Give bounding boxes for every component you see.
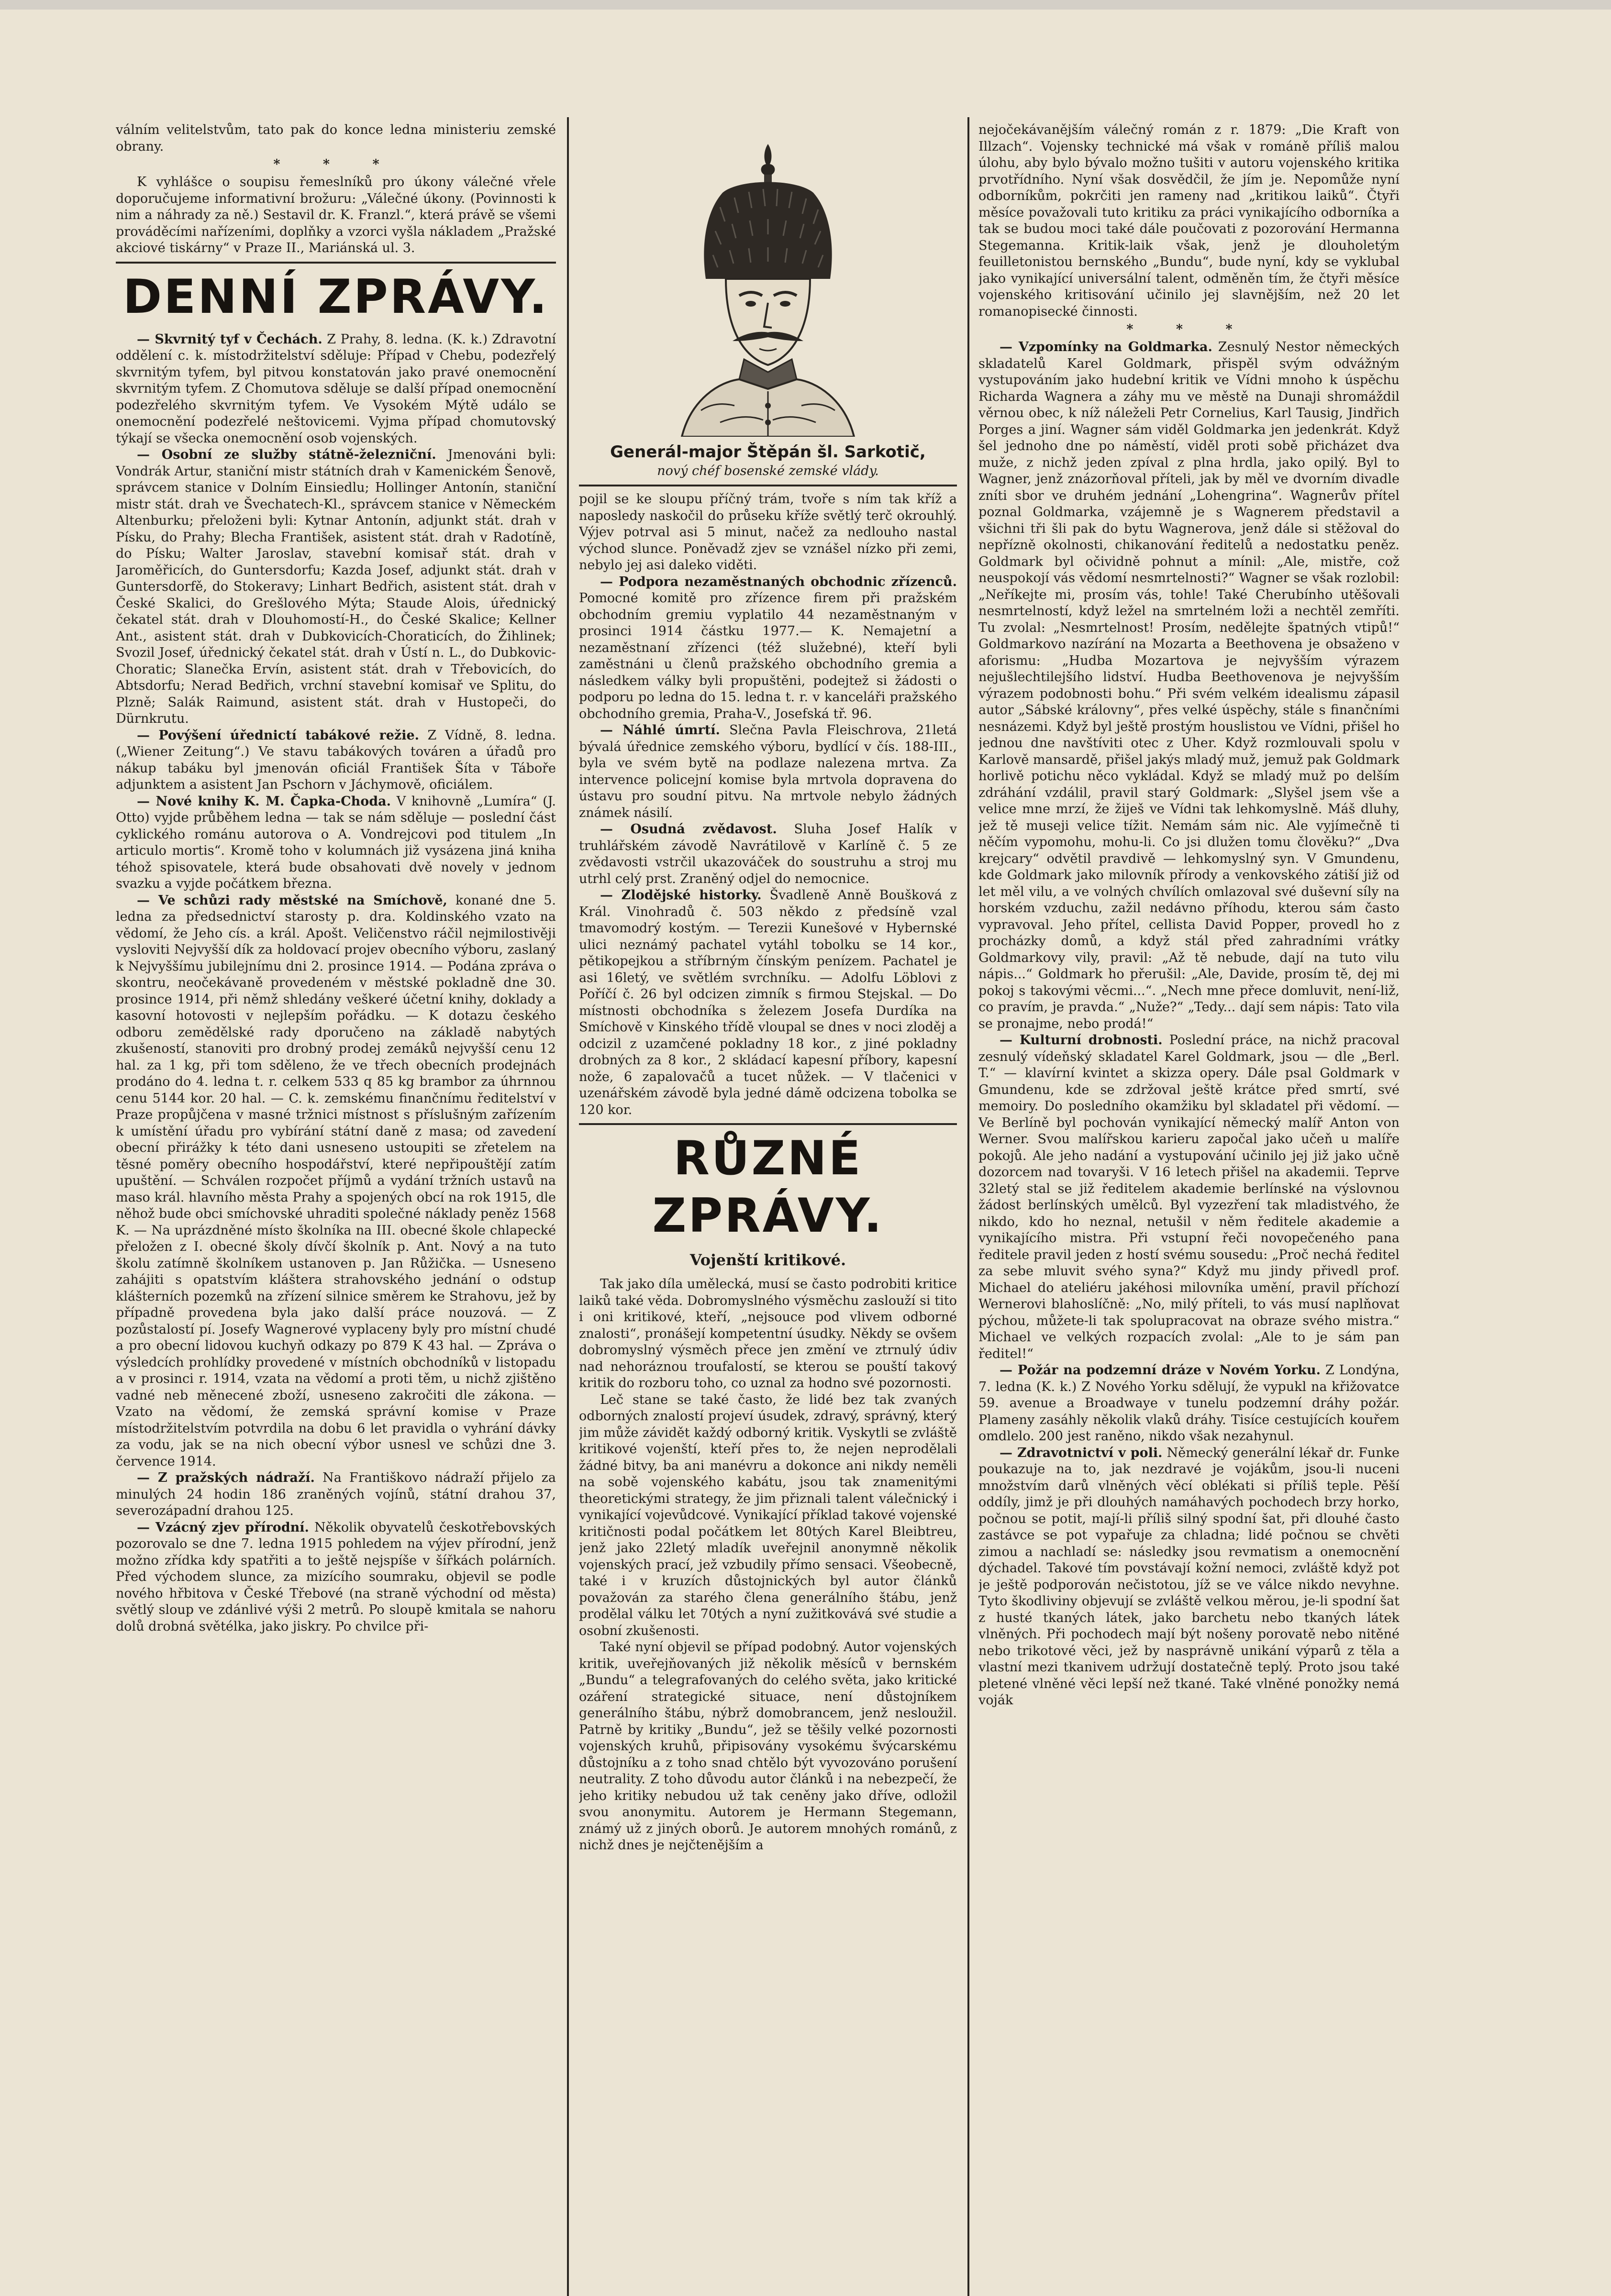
section-rule [579, 485, 957, 486]
article-body: Sluha Josef Halík v truhlářském závodě Navrátilově v Karlíně č. 5 ze zvědavosti vstrčil ukazováček do soustruhu a stroj mu utrhl celý prst. Zraněný odjel do nemocnice. [579, 822, 957, 886]
article-title: — Zlodějské historky. [600, 888, 762, 903]
caption-subtitle: nový chéf bosenské zemské vlády. [657, 464, 879, 478]
article [978, 339, 1400, 1032]
article-title: — Požár na podzemní dráze v Novém Yorku. [1000, 1363, 1321, 1378]
feature-subheading: Vojenští kritikové. [689, 1251, 846, 1269]
article [116, 1520, 556, 1635]
article-title: — Osudná zvědavost. [600, 822, 777, 837]
article-title: — Vzpomínky na Goldmarka. [1000, 340, 1212, 354]
article [116, 794, 556, 893]
article-body: V knihovně „Lumíra“ (J. Otto) vyjde průběhem ledna — tak se nám sděluje — poslední část cyklického románu autorova o A. Vondrejcovi pod titulem „In articulo mortis“. Kromě toho v kolumnách již vysázena jiná kniha téhož spisovatele, která bude obsahovati dvě novely v jednom svazku a vyjde počátkem března. [116, 794, 556, 891]
article [978, 1445, 1400, 1709]
portrait-caption [579, 442, 957, 480]
article-body: Německý generální lékař dr. Funke poukazuje na to, jak nezdravé je vojákům, jsou-li nuceni množstvím darů vlněných věcí oblékati si příliš teple. Pěší oddíly, jimž je při dlouhých namáhavých pochodech brzy horko, počnou se potit, mají-li příliš silný spodní šat, při dlouhé často zastávce se pot vypařuje za chladna; lidé počnou se chvěti zimou a nachladí se: následky jsou revmatism a onemocnění dýchadel. Takové tím povstávají kožní nemoci, zvláště když pot je ještě podporován nečistotou, jíž se ve válce nikdo nevyhne. Tyto škodliviny objevují se zvláště velkou měrou, je-li spodní šat z husté tkaných látek, jako barchetu nebo tkaných látek vlněných. Při pochodech mají být nošeny porovatě nebo nitěné nebo trikotové věci, jež by nasprávně unikání výparů z těla a vlastní mezi tkanivem udržují dostatečně teplý. Proto jsou také pletené vlněné věci lepší než tkané. Také vlněné ponožky nemá voják [978, 1445, 1400, 1708]
article-title: — Zdravotnictví v poli. [1000, 1445, 1163, 1460]
article-body: Jmenováni byli: Vondrák Artur, staniční mistr státních drah v Kamenickém Šenově, správcem stanice v Dolním Einsiedlu; Hollinger Antonín, staniční mistr stát. drah ve Švechatech-Kl., správcem stanice v Německém Altenburku; přeloženi byli: Kytnar Antonín, adjunkt stát. drah v Písku, do Prahy; Blecha František, asistent stát. drah v Radotíně, do Písku; Walter Jaroslav, stavební komisař stát. drah v Jaroměřicích, do Guntersdorfu; Kazda Josef, adjunkt stát. drah v Guntersdorfě, do Stokeravy; Linhart Bedřich, asistent stát. drah v České Skalici, do Grešlového Mýta; Staude Alois, úřednický čekatel stát. drah v Dlouhomostí-H., do České Skalice; Kellner Ant., asistent stát. drah v Dubkovicích-Choraticích, do Žihlinek; Svozil Josef, úřednický čekatel stát. drah v Ústí n. L., do Dubkovic-Choratic; Slanečka Ervín, asistent stát. drah v Třebovicích, do Abtsdorfu; Nerad Bedřich, vrchní stavební komisař ve Splitu, do Plzně; Salák Raimund, asistent stát. drah v Hustopeči, do Dürnkrutu. [116, 447, 556, 726]
column-2 [579, 122, 957, 2284]
article [116, 1470, 556, 1520]
article [116, 447, 556, 728]
article [116, 893, 556, 1470]
continuation-text: pojil se ke sloupu příčný trám, tvoře s ním tak kříž a naposledy naskočil do průseku kříže světlý terč okrouhlý. Výjev potrval asi 5 minut, načež za nedlouho nastal východ slunce. Poněvadž zjev se vznášel nízko při zemi, nebylo jej asi daleko viděti. [579, 492, 957, 573]
article [579, 887, 957, 1118]
article-body: konané dne 5. ledna za předsednictví starosty p. dra. Koldinského vzato na vědomí, že Jeho cís. a král. Apošt. Veličenstvo ráčil nejmilostivěji vysloviti Nejvyšší dík za holdovací projev obecního výboru, zaslaný k Nejvyššímu jubilejnímu dni 2. prosince 1914. — Podána zpráva o skontru, neočekávaně provedeném v městské pokladně dne 30. prosince 1914, při němž shledány veškeré účetní knihy, doklady a kasovní hotovosti v nejlepším pořádku. — K dotazu českého odboru zemědělské rady dporučeno na základě nabytých zkušeností, stanoviti pro drobný prodej zemáků nejvyšší cenu 12 hal. za 1 kg, při tom sděleno, že ve třech obecních prodejnách prodáno do 4. ledna t. r. celkem 533 q 85 kg brambor za úhrnnou cenu 5144 kor. 20 hal. — C. k. zemskému finančnímu ředitelství v Praze propůjčena v masné tržnici místnost s příslušným zařízením k umístění úřadu pro vybírání státní daně z masa; od zavedení obecní přirážky k této dani usneseno ustoupiti se zřetelem na těsné poměry obecního hospodářství, které nepřipouštějí zatím upuštění. — Schválen rozpočet příjmů a vydání tržních ustavů na maso král. hlavního města Prahy a spojených obcí na rok 1915, dle něhož bude obci smíchovské uhraditi společné náklady peněz 1568 K. — Na uprázdněné místo školníka na III. obecné škole chlapecké přeložen z I. obecné školy dívčí školník p. Ant. Nový a na tuto školu zatímně školníkem ustanoven p. Jan Růžička. — Usneseno zahájiti s opatstvím kláštera strahovského jednání o odstup klášterních pozemků na zřízení silnice směrem ke Strahovu, jež by případně provedena byla jako další práce nouzová. — Z pozůstalostí pí. Josefy Wagnerové vyplaceny byly pro místní chudé a pro obecní lidovou kuchyň odkazy po 879 K 43 hal. — Zpráva o výsledcích prohlídky provedené v místních obchodníků v listopadu a v prosinci r. 1914, vzata na vědomí a proti těm, u nichž zjištěno vadné neb měnecené zboží, usneseno zakročiti dle zákona. — Vzato na vědomí, že zemská správní komise v Praze místodržitelstvím potvrdila na dobu 6 let pravidla o vyhrání dávky za vodu, jak se na nich obecní výbor usnesl ve schůzi dne 3. července 1914. [116, 893, 556, 1469]
article-title: — Nové knihy K. M. Čapka-Choda. [137, 794, 391, 809]
article [978, 1362, 1400, 1445]
feature-paragraph: Také nyní objevil se případ podobný. Autor vojenských kritik, uveřejňovaných již několik měsíců v bernském „Bundu“ a telegrafovaných do celého světa, jako kritické ozáření strategické situace, není důstojníkem generálního štábu, nýbrž domobrancem, jenž nesloužil. Patrně by kritiky „Bundu“, jež se těšily velké pozornosti vojenských kruhů, připisovány vysokému švýcarskému důstojníku a z toho snad chtělo být vyvozováno porušení neutrality. Z toho důvodu autor článků i na nebezpečí, že jeho kritiky nebudou už tak ceněny jako dříve, odložil svou anonymitu. Autorem je Hermann Stegemann, známý už z jiných oborů. Je autorem mnohých románů, z nichž dnes je nejčtenějším a [579, 1640, 957, 1853]
column-rule-left [567, 117, 569, 2296]
scan-top-edge [0, 0, 1611, 10]
article-body: Několik obyvatelů českotřebovských pozorovalo se dne 7. ledna 1915 pohledem na výjev přírodní, jenž možno zřídka kdy spatřiti a to ještě nejspíše v šířkách polárních. Před východem slunce, za mizícího soumraku, objevil se podle nového hřbitova v České Třebové (na straně východní od města) světlý sloup ve zdánlivé výši 2 metrů. Po sloupě kmitala se nahoru dolů drobná světélka, jako jiskry. Po chvilce při- [116, 1520, 556, 1634]
column-3 [978, 122, 1400, 2284]
article [579, 574, 957, 723]
intro-text: válním velitelstvům, tato pak do konce ledna ministeriu zemské obrany. [116, 122, 556, 154]
article-title: — Kulturní drobnosti. [1000, 1033, 1163, 1048]
article-title: — Ve schůzi rady městské na Smíchově, [137, 893, 447, 908]
article-title: — Skvrnitý tyf v Čechách. [137, 331, 322, 347]
article-title: — Osobní ze služby státně-železniční. [137, 447, 436, 462]
intro-text: nejočekávanějším válečný román z r. 1879: „Die Kraft von Illzach“. Vojensky technické má však v románě příliš malou úlohu, aby bylo bývalo možno tušiti v autoru vojenského kritika prvotřídního. Nyní však dosvědčil, že jím je. Nepomůže nyní odborníkům, pokrčiti jen rameny nad „kritikou laiků“. Čtyři měsíce považovali tuto kritiku za práci vynikajícího odborníka a tak se budou moci také dále poučovati z pozorování Hermanna Stegemanna. Kritik-laik však, jenž je dlouholetým feuilletonistou bernského „Bundu“, bude nyní, kdy se vyklubal jako vynikající universální talent, odměněn tím, že čtyři měsíce vojenského kritisování učinilo jej slavnějším, než 20 let romanopisecké činnosti. [978, 122, 1400, 319]
article-title: — Vzácný zjev přírodní. [137, 1520, 309, 1535]
article-body: Zesnulý Nestor německých skladatelů Karel Goldmark, přispěl svým odvážným vystupováním jako hudební kritik ve Vídni mnoho k úspěchu Richarda Wagnera a záhy mu ve městě na Dunaji shromáždil věrnou obec, k níž náleželi Petr Cornelius, Karl Tausig, Jindřich Porges a jiní. Wagner sám viděl Goldmarka jen jedenkrát. Když šel jednoho dne po náměstí, viděl proti sobě přicházet dva muže, z nichž jeden zpíval z plna hrdla, jako opilý. Byl to Wagner, jenž znázorňoval příteli, jak by měl ve dvorním divadle zníti sbor ve druhém jednání „Lohengrina“. Wagnerův přítel poznal Goldmarka, vzájemně je s Wagnerem představil a všichni tři šli pak do bytu Wagnerova, jenž dále si stěžoval do nepřízně okolnosti, chikanování ředitelů a nedostatku peněz. Goldmark byl očividně pohnut a mínil: „Ale, mistře, což neuspokojí vás vědomí nesmrtelnosti?“ Wagner se však rozlobil: „Neříkejte mi, prosím vás, tohle! Také Cherubínho utěšovali nesmrtelností, když ležel na smrtelném loži a nechtěl zemříti. Tu zvolal: „Nesmrtelnost! Prosím, nedělejte špatných vtipů!“ Goldmarkovo nazírání na Mozarta a Beethovena je obsaženo v aforismu: „Hudba Mozartova je nejvyšším výrazem nejušlechtilejšího lidství. Hudba Beethovenova je nejvyšším výrazem podobnosti bohu.“ Při svém velkém idealismu zápasil autor „Sábské královny“, přes velké úspěchy, stále s finančními nesnázemi. Když byl ještě prostým houslistou ve Vídni, přišel ho jednou dne navštíviti otec z Uher. Když rozmlouvali spolu v Karlově mansardě, přišel jakýs mladý muž, jemuž pak Goldmark horlivě potichu něco vykládal. Když se mladý muž po delším zdráhání vzdálil, pravil starý Goldmark: „Slyšel jsem vše a velice mne mrzí, že žiješ ve Vídni tak lehkomyslně. Máš dluhy, jež tě museji velice tížit. Nemám sám nic. Ale vyjímečně ti něčím vypomohu, mohu-li. Co jsi dlužen tomu člověku?“ „Dva krejcary“ odvětil pravdivě — lehkomyslný syn. V Gmundenu, kde Goldmark jako milovník přírody a venkovského zátiší již od let měl vilu, a ve volných chvílích omlazoval své duševní síly na horském vzduchu, zažil nedávno příhodu, kterou sám často vypravoval. Jeho přítel, cellista David Popper, provedl ho z procházky domů, a když stál před zahradními vrátky Goldmarkovy vily, pravil: „Až tě nebude, dají na tuto vilu nápis...“ Goldmark ho přerušil: „Ale, Davide, prosím tě, dej mi pokoj s takovými věcmi...“. „Nech mne přece domluvit, není-liž, co pravím, je pravda.“ „Nuže?“ „Tedy... dají sem nápis: Tato vila se pronajme, nebo prodá!“ [978, 340, 1400, 1031]
article-body: Z Prahy, 8. ledna. (K. k.) Zdravotní oddělení c. k. místodržitelství sděluje: Případ v Chebu, podezřelý skvrnitým tyfem, byl pitvou konstatován jako pravé onemocnění skvrnitým tyfem. Z Chomutova sděluje se další případ onemocnění podezřelého skvrnitým tyfem. Ve Vysokém Mýtě událo se onemocnění podezřelé neštovicemi. Vyjma případ chomutovský týkají se všecka onemocnění osob vojenských. [116, 331, 556, 446]
article-body: Pomocné komitě pro zřízence firem při pražském obchodním gremiu vyplatilo 44 nezaměstnaným v prosinci 1914 částku 1977.— K. Nemajetní a nezaměstnaní zřízenci (též služebné), kteří byli zaměstnáni u členů pražského obchodního gremia a následkem války byli propuštěni, podejtež si žádosti o podporu po ledna do 15. ledna t. r. v kanceláři pražského obchodního gremia, Praha-V., Josefská tř. 96. [579, 591, 957, 721]
article [116, 728, 556, 794]
article-body: Švadleně Anně Boušková z Král. Vinohradů č. 503 někdo z předsíně vzal tmavomodrý kostým. — Terezii Kunešové v Hybernské ulici neznámý pachatel vytáhl tobolku se 14 kor., pětikopejkou a stříbrným čínským penízem. Pachatel je asi 16letý, ve světlém svrchníku. — Adolfu Löblovi z Poříčí č. 26 byl odcizen zimník s firmou Stejskal. — Do místnosti obchodníka s železem Josefa Durdíka na Smíchově v Kinského třídě vloupal se dnes v noci zloděj a odcizil z uzamčené pokladny 18 kor., z jiné pokladny drobných za 8 kor., 2 skládací kapesní příbory, kapesní nože, 6 zapalovačů a tucet nůžek. — V tlačenici v uzenářském závodě byla jedné dámě odcizena tobolka se 120 kor. [579, 888, 957, 1117]
section-heading-ruzne-zpravy: RŮZNÉ ZPRÁVY. [652, 1131, 884, 1243]
caption-title: Generál-major Štěpán šl. Sarkotič, [610, 442, 926, 462]
portrait-illustration [624, 131, 911, 437]
article-title: — Z pražských nádraží. [137, 1470, 315, 1485]
article-title: — Povýšení úřednictí tabákové režie. [137, 728, 420, 743]
article [579, 821, 957, 887]
separator-stars: * * * [273, 157, 399, 172]
article [116, 331, 556, 447]
notice-text: K vyhlášce o soupisu řemeslníků pro úkony válečné vřele doporučujeme informativní brožuru: „Válečné úkony. (Povinnosti k nim a náhrady za ně.) Sestavil dr. K. Franzl.“, která právě se všemi prováděcími nařízeními, doplňky a vzorci vyšla nákladem „Pražské akciové tiskárny“ v Praze II., Mariánská ul. 3. [116, 175, 556, 255]
article-body: Poslední práce, na nichž pracoval zesnulý vídeňský skladatel Karel Goldmark, jsou — dle „Berl. T.“ — klavírní kvintet a skizza opery. Dále psal Goldmark v Gmundenu, kde se zdržoval ještě krátce před smrtí, své memoiry. Do posledního okamžiku byl skladatel při vědomí. — Ve Berlíně byl pochován vynikající německý malíř Anton von Werner. Svou malířskou karieru započal jako učeň u malíře pokojů. Ale jeho nadání a vystupování učinilo jej již jako učně dozorcem nad tovaryši. V 16 letech přišel na akademii. Teprve 32letý stal se již ředitelem akademie berlínské na výslovnou žádost berlínských umělců. Byl vyzezření tak mladistvého, že nikdo, kdo ho neznal, netušil v něm ředitele akademie a vynikajícího mistra. Při vstupní řeči novopečeného pana ředitele pravil jeden z hostí svému sousedu: „Proč nechá ředitel za sebe mluvit svého syna?“ Když mu jindy přivedl prof. Michael do ateliéru jakéhosi milovníka umění, pravil příchozí Wernerovi blahoslíčně: „No, milý příteli, to vás musí naplňovat pýchou, můžete-li tak spolupracovat na obraze svého mistra.“ Michael ve velkých rozpacích zvolal: „Ale to je sám pan ředitel!“ [978, 1033, 1400, 1361]
separator-stars: * * * [1126, 322, 1252, 337]
article-title: — Náhlé úmrtí. [600, 723, 720, 738]
article-body: Z Londýna, 7. ledna (K. k.) Z Nového Yorku sdělují, že vypukl na křižovatce 59. avenue a Broadwaye v tunelu podzemní dráhy požár. Plameny zasáhly několik vlaků dráhy. Tisíce cestujících kouřem omdlelo. 200 jest raněno, nikdo však nezahynul. [978, 1363, 1400, 1444]
section-heading-denni-zpravy: DENNÍ ZPRÁVY. [122, 269, 549, 324]
column-1 [116, 122, 556, 2284]
feature-paragraph: Tak jako díla umělecká, musí se často podrobiti kritice laiků také věda. Dobromyslného výsměchu zaslouží si tito i oni kritikové, kteří, „nejsouce pod vlivem odborné znalosti“, pronášejí kompetentní úsudky. Někdy se ovšem dobromyslný výsměch přece jen změní ve ztrnulý údiv nad nehoráznou troufalostí, se kterou se pouští takový kritik do rozboru toho, co uznal za hodno své pozornosti. [579, 1277, 957, 1391]
feature-paragraph: Leč stane se také často, že lidé bez tak zvaných odborných znalostí projeví úsudek, zdravý, správný, který jim může závidět každý odborný kritik. Vyskytli se zvláště kritikové vojenští, kteří přes to, že nejen neprodělali žádné bitvy, ba ani manévru a dokonce ani nikdy neměli na sobě vojenského kabátu, jsou tak znamenitými theoretickými strategy, že jim přiznali talent válečnický i vynikající vojevůdcové. Vynikající příklad takové vojenské kritičnosti podal počátkem let 80tých Karel Bleibtreu, jenž jako 22letý mladík uveřejnil anonymně několik vojenských prací, jež vzbudily přímo sensaci. Všeobecně, také i v kruzích důstojnických byl autor článků považován za starého člena generálního štábu, jenž prodělal válku let 70tých a nyní zužitkovává své studie a osobní zkušenosti. [579, 1392, 957, 1638]
column-rule-right [967, 117, 969, 2296]
section-rule [579, 1123, 957, 1125]
article [978, 1032, 1400, 1362]
article-body: Slečna Pavla Fleischrova, 21letá bývalá úřednice zemského výboru, bydlící v čís. 188-III., byla ve svém bytě na podlaze nalezena mrtva. Za intervence policejní komise byla mrtvola dopravena do ústavu pro soudní pitvu. Na mrtvole nebylo žádných známek násilí. [579, 723, 957, 820]
article-body: Z Vídně, 8. ledna. („Wiener Zeitung“.) Ve stavu tabákových továren a úřadů pro nákup tabáku byl jmenován oficiál František Šíta v Táboře adjunktem a asistent Jan Pschorn v Jáchymově, oficiálem. [116, 728, 556, 792]
article-body: Na Františkovo nádraží přijelo za minulých 24 hodin 186 zraněných vojínů, státní drahou 37, severozápadní drahou 125. [116, 1470, 556, 1518]
article [579, 722, 957, 821]
section-rule [116, 262, 556, 264]
article-title: — Podpora nezaměstnaných obchodnic zřízenců. [600, 574, 957, 589]
